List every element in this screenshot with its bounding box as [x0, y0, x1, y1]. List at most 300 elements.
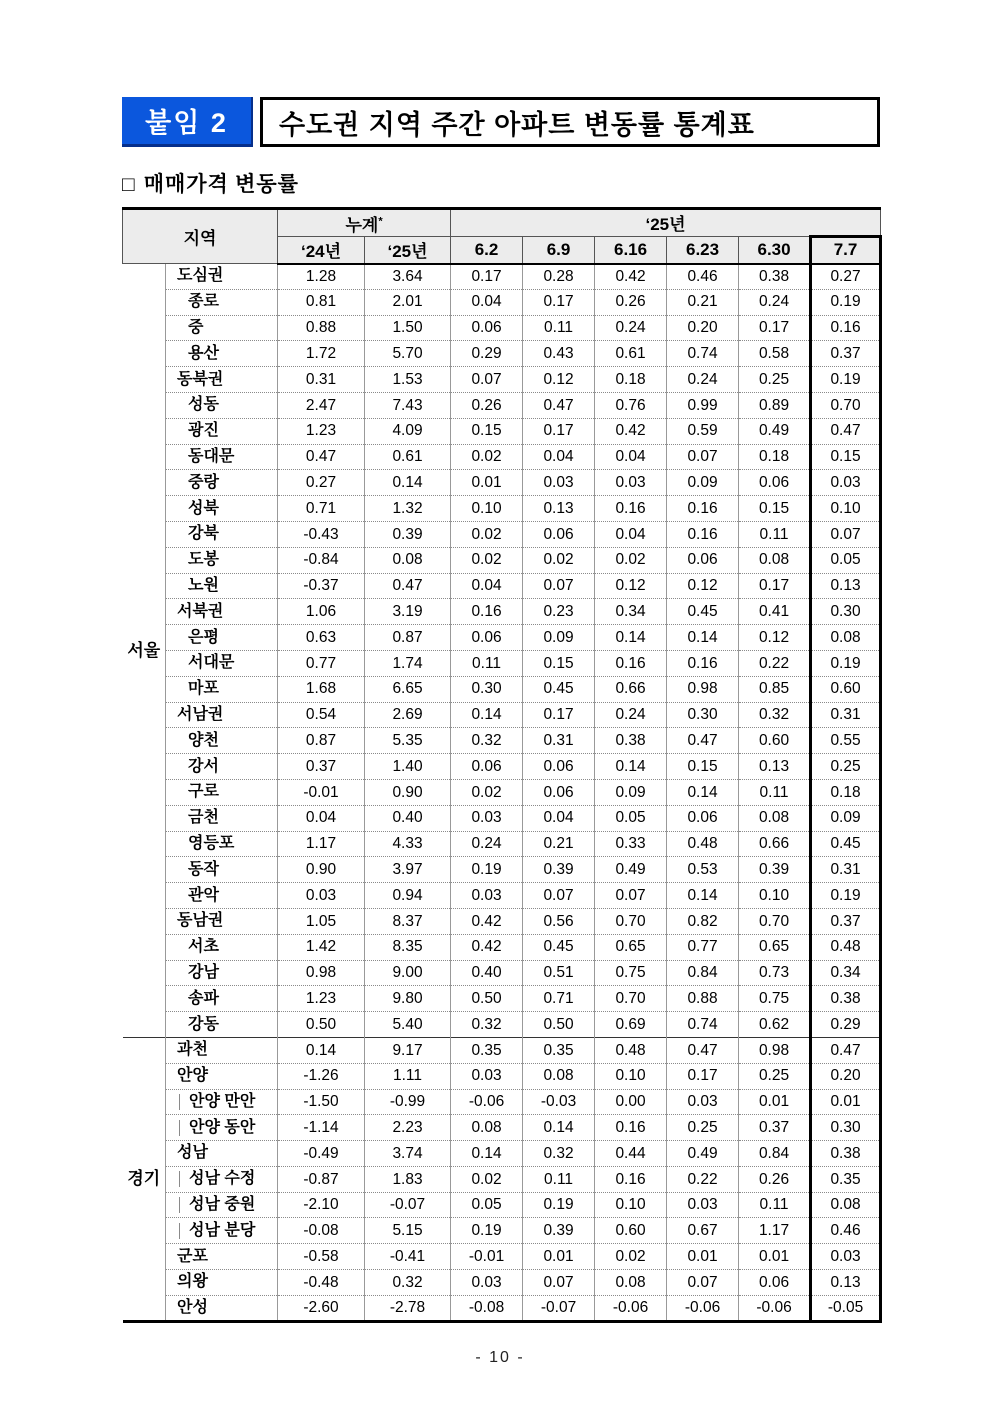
value-cell: 1.40: [365, 754, 451, 780]
value-cell: 0.20: [667, 315, 739, 341]
region-cell: 성남 분당: [166, 1218, 278, 1244]
value-cell: 0.42: [451, 934, 523, 960]
value-cell: 0.26: [595, 289, 667, 315]
region-cell: 동북권: [166, 367, 278, 393]
value-cell: 0.39: [739, 857, 811, 883]
value-cell: 0.25: [739, 367, 811, 393]
value-cell: 0.11: [523, 1166, 595, 1192]
value-cell: 0.56: [523, 908, 595, 934]
value-cell: 0.19: [523, 1192, 595, 1218]
value-cell: 0.30: [451, 676, 523, 702]
col-header-week-6-9: 6.9: [523, 237, 595, 264]
value-cell: 0.17: [523, 702, 595, 728]
value-cell: 0.84: [739, 1141, 811, 1167]
table-row: [123, 1012, 881, 1038]
value-cell: 0.01: [811, 1089, 881, 1115]
value-cell: 6.65: [365, 676, 451, 702]
value-cell: 0.16: [667, 521, 739, 547]
cumulative-footnote-mark: *: [378, 214, 383, 227]
value-cell: 0.01: [739, 1244, 811, 1270]
region-cell: 중랑: [166, 470, 278, 496]
value-cell: -0.49: [278, 1141, 365, 1167]
table-row: [123, 418, 881, 444]
region-cell: 강동: [166, 1012, 278, 1038]
value-cell: 0.31: [811, 857, 881, 883]
value-cell: 0.03: [523, 470, 595, 496]
value-cell: 0.11: [739, 779, 811, 805]
value-cell: 0.13: [523, 496, 595, 522]
region-cell: 서북권: [166, 599, 278, 625]
value-cell: 0.66: [739, 831, 811, 857]
col-header-region: [123, 209, 278, 264]
region-cell: 노원: [166, 573, 278, 599]
value-cell: 0.85: [739, 676, 811, 702]
value-cell: 0.45: [523, 934, 595, 960]
table-body: [123, 264, 881, 1322]
value-cell: 0.27: [811, 264, 881, 290]
region-cell: 성남 중원: [166, 1192, 278, 1218]
value-cell: 0.65: [595, 934, 667, 960]
table-row: [123, 470, 881, 496]
attachment-badge-label: 붙임 2: [145, 108, 228, 138]
value-cell: 0.19: [811, 367, 881, 393]
region-cell: 과천: [166, 1037, 278, 1063]
col-header-cumulative-label: 누계: [345, 215, 379, 235]
value-cell: 0.06: [523, 521, 595, 547]
value-cell: 9.17: [365, 1037, 451, 1063]
value-cell: 0.09: [811, 805, 881, 831]
value-cell: 0.32: [523, 1141, 595, 1167]
table-row: [123, 599, 881, 625]
value-cell: 0.01: [523, 1244, 595, 1270]
value-cell: 0.34: [595, 599, 667, 625]
value-cell: 0.40: [451, 960, 523, 986]
value-cell: 0.77: [667, 934, 739, 960]
value-cell: 0.09: [523, 625, 595, 651]
col-header-cum-2024: ‘24년: [278, 237, 365, 264]
value-cell: 0.26: [739, 1166, 811, 1192]
value-cell: -1.26: [278, 1063, 365, 1089]
value-cell: -0.99: [365, 1089, 451, 1115]
value-cell: 8.37: [365, 908, 451, 934]
value-cell: 1.11: [365, 1063, 451, 1089]
value-cell: 0.17: [739, 315, 811, 341]
value-cell: 0.63: [278, 625, 365, 651]
value-cell: 0.04: [278, 805, 365, 831]
table-row: [123, 444, 881, 470]
col-header-year-2025: [451, 209, 881, 237]
value-cell: 0.74: [667, 341, 739, 367]
value-cell: 0.70: [595, 986, 667, 1012]
value-cell: -2.10: [278, 1192, 365, 1218]
value-cell: 0.02: [523, 547, 595, 573]
value-cell: 0.44: [595, 1141, 667, 1167]
value-cell: 5.35: [365, 728, 451, 754]
value-cell: 0.08: [365, 547, 451, 573]
page-number: - 10 -: [475, 1349, 525, 1366]
table-row: [123, 573, 881, 599]
value-cell: -0.06: [595, 1295, 667, 1321]
value-cell: 1.50: [365, 315, 451, 341]
table-row: [123, 1295, 881, 1321]
value-cell: 0.32: [451, 1012, 523, 1038]
value-cell: 7.43: [365, 392, 451, 418]
region-cell: 은평: [166, 625, 278, 651]
value-cell: 0.11: [523, 315, 595, 341]
value-cell: -1.14: [278, 1115, 365, 1141]
value-cell: 0.31: [278, 367, 365, 393]
value-cell: 0.18: [811, 779, 881, 805]
value-cell: 0.17: [523, 418, 595, 444]
value-cell: 0.24: [595, 315, 667, 341]
value-cell: 0.55: [811, 728, 881, 754]
value-cell: 0.04: [451, 573, 523, 599]
value-cell: 0.08: [595, 1270, 667, 1296]
col-header-year-2025-label: ‘25년: [645, 215, 686, 234]
region-cell: 구로: [166, 779, 278, 805]
region-cell: 도봉: [166, 547, 278, 573]
value-cell: 0.06: [667, 805, 739, 831]
table-row: [123, 341, 881, 367]
value-cell: 0.48: [811, 934, 881, 960]
value-cell: 0.21: [667, 289, 739, 315]
value-cell: 0.98: [739, 1037, 811, 1063]
value-cell: -0.06: [667, 1295, 739, 1321]
table-row: [123, 986, 881, 1012]
col-header-region-label: 지역: [183, 229, 217, 248]
value-cell: 0.37: [811, 341, 881, 367]
table-row: [123, 1270, 881, 1296]
value-cell: 0.15: [739, 496, 811, 522]
region-cell: 성북: [166, 496, 278, 522]
value-cell: 0.16: [667, 650, 739, 676]
value-cell: 0.14: [667, 779, 739, 805]
square-bullet-icon: □: [122, 172, 136, 196]
value-cell: 0.25: [811, 754, 881, 780]
table-row: [123, 547, 881, 573]
value-cell: 0.48: [595, 1037, 667, 1063]
value-cell: 9.80: [365, 986, 451, 1012]
value-cell: 0.30: [811, 599, 881, 625]
value-cell: 0.25: [739, 1063, 811, 1089]
value-cell: 0.24: [667, 367, 739, 393]
value-cell: 3.74: [365, 1141, 451, 1167]
table-row: [123, 392, 881, 418]
value-cell: -0.01: [278, 779, 365, 805]
value-cell: 0.17: [523, 289, 595, 315]
attachment-badge: [122, 97, 253, 147]
value-cell: 0.58: [739, 341, 811, 367]
value-cell: 0.07: [523, 573, 595, 599]
region-cell: 강남: [166, 960, 278, 986]
value-cell: 0.35: [523, 1037, 595, 1063]
value-cell: 0.14: [278, 1037, 365, 1063]
value-cell: 0.12: [667, 573, 739, 599]
value-cell: -0.48: [278, 1270, 365, 1296]
value-cell: 0.69: [595, 1012, 667, 1038]
value-cell: -0.43: [278, 521, 365, 547]
value-cell: 0.29: [811, 1012, 881, 1038]
value-cell: 0.99: [667, 392, 739, 418]
region-cell: 안양 만안: [166, 1089, 278, 1115]
value-cell: 0.15: [811, 444, 881, 470]
value-cell: 0.16: [595, 1166, 667, 1192]
value-cell: 5.15: [365, 1218, 451, 1244]
value-cell: 0.49: [595, 857, 667, 883]
value-cell: 1.53: [365, 367, 451, 393]
table-row: [123, 934, 881, 960]
page-content: [122, 97, 880, 1323]
value-cell: 0.77: [278, 650, 365, 676]
value-cell: -0.01: [451, 1244, 523, 1270]
value-cell: 0.98: [667, 676, 739, 702]
value-cell: 0.25: [667, 1115, 739, 1141]
value-cell: -0.07: [523, 1295, 595, 1321]
value-cell: -0.03: [523, 1089, 595, 1115]
value-cell: 0.65: [739, 934, 811, 960]
value-cell: 2.23: [365, 1115, 451, 1141]
value-cell: 5.70: [365, 341, 451, 367]
value-cell: 0.60: [595, 1218, 667, 1244]
value-cell: 0.19: [811, 650, 881, 676]
value-cell: 0.10: [739, 883, 811, 909]
value-cell: 3.19: [365, 599, 451, 625]
value-cell: 0.08: [451, 1115, 523, 1141]
table-row: [123, 1192, 881, 1218]
value-cell: 0.47: [523, 392, 595, 418]
value-cell: 0.70: [595, 908, 667, 934]
value-cell: 0.28: [523, 264, 595, 290]
value-cell: 0.98: [278, 960, 365, 986]
table-row: [123, 857, 881, 883]
value-cell: 0.14: [595, 625, 667, 651]
value-cell: 0.19: [811, 883, 881, 909]
value-cell: -0.87: [278, 1166, 365, 1192]
col-header-cum-2025: ‘25년: [365, 237, 451, 264]
value-cell: 0.03: [667, 1089, 739, 1115]
value-cell: 0.42: [595, 418, 667, 444]
value-cell: 0.87: [365, 625, 451, 651]
value-cell: 0.29: [451, 341, 523, 367]
value-cell: 0.12: [739, 625, 811, 651]
value-cell: 0.00: [595, 1089, 667, 1115]
value-cell: 0.15: [451, 418, 523, 444]
value-cell: 1.74: [365, 650, 451, 676]
value-cell: 0.14: [595, 754, 667, 780]
value-cell: 0.47: [811, 418, 881, 444]
value-cell: 0.17: [739, 573, 811, 599]
region-cell: 안양: [166, 1063, 278, 1089]
value-cell: 2.01: [365, 289, 451, 315]
value-cell: 0.50: [451, 986, 523, 1012]
value-cell: 0.12: [523, 367, 595, 393]
value-cell: 0.03: [811, 470, 881, 496]
value-cell: 0.04: [523, 805, 595, 831]
value-cell: 1.83: [365, 1166, 451, 1192]
value-cell: 0.94: [365, 883, 451, 909]
table-row: [123, 496, 881, 522]
group-label-cell: 경기: [123, 1037, 166, 1321]
value-cell: -0.05: [811, 1295, 881, 1321]
value-cell: 0.24: [739, 289, 811, 315]
value-cell: 0.53: [667, 857, 739, 883]
value-cell: 1.23: [278, 986, 365, 1012]
value-cell: 0.06: [451, 754, 523, 780]
value-cell: 0.07: [667, 444, 739, 470]
region-cell: 강북: [166, 521, 278, 547]
value-cell: 0.13: [739, 754, 811, 780]
value-cell: 0.37: [278, 754, 365, 780]
value-cell: 4.09: [365, 418, 451, 444]
value-cell: 0.08: [739, 805, 811, 831]
value-cell: 0.03: [667, 1192, 739, 1218]
value-cell: 0.37: [739, 1115, 811, 1141]
region-cell: 군포: [166, 1244, 278, 1270]
title-box: [260, 97, 880, 147]
value-cell: 2.69: [365, 702, 451, 728]
col-header-cumulative: [278, 209, 451, 237]
value-cell: 0.32: [739, 702, 811, 728]
value-cell: 0.34: [811, 960, 881, 986]
value-cell: 0.10: [451, 496, 523, 522]
region-cell: 동남권: [166, 908, 278, 934]
value-cell: 1.06: [278, 599, 365, 625]
value-cell: -0.58: [278, 1244, 365, 1270]
value-cell: 0.76: [595, 392, 667, 418]
region-cell: 동대문: [166, 444, 278, 470]
table-row: [123, 908, 881, 934]
value-cell: 0.16: [667, 496, 739, 522]
value-cell: 0.22: [667, 1166, 739, 1192]
value-cell: 0.82: [667, 908, 739, 934]
value-cell: 0.30: [811, 1115, 881, 1141]
region-cell: 광진: [166, 418, 278, 444]
value-cell: 0.01: [739, 1089, 811, 1115]
value-cell: 0.03: [451, 805, 523, 831]
value-cell: 0.90: [365, 779, 451, 805]
value-cell: -2.78: [365, 1295, 451, 1321]
value-cell: 3.97: [365, 857, 451, 883]
value-cell: 0.90: [278, 857, 365, 883]
value-cell: 0.32: [451, 728, 523, 754]
value-cell: 3.64: [365, 264, 451, 290]
col-header-week-6-30: 6.30: [739, 237, 811, 264]
value-cell: 0.06: [667, 547, 739, 573]
value-cell: 0.16: [595, 496, 667, 522]
value-cell: 0.02: [451, 547, 523, 573]
value-cell: 0.19: [451, 1218, 523, 1244]
region-cell: 서남권: [166, 702, 278, 728]
value-cell: -0.06: [451, 1089, 523, 1115]
value-cell: 0.17: [667, 1063, 739, 1089]
value-cell: -0.41: [365, 1244, 451, 1270]
table-row: [123, 289, 881, 315]
value-cell: -0.84: [278, 547, 365, 573]
value-cell: 0.46: [667, 264, 739, 290]
value-cell: 0.27: [278, 470, 365, 496]
value-cell: 0.16: [811, 315, 881, 341]
value-cell: 0.49: [739, 418, 811, 444]
table-row: [123, 1037, 881, 1063]
value-cell: 0.66: [595, 676, 667, 702]
value-cell: 0.87: [278, 728, 365, 754]
table-row: [123, 779, 881, 805]
value-cell: 0.70: [811, 392, 881, 418]
value-cell: 0.08: [811, 1192, 881, 1218]
value-cell: 0.02: [451, 444, 523, 470]
value-cell: 0.06: [739, 1270, 811, 1296]
region-cell: 서초: [166, 934, 278, 960]
region-cell: 안양 동안: [166, 1115, 278, 1141]
value-cell: 1.28: [278, 264, 365, 290]
value-cell: 0.11: [739, 1192, 811, 1218]
value-cell: 0.06: [451, 625, 523, 651]
value-cell: 0.11: [451, 650, 523, 676]
value-cell: 0.21: [523, 831, 595, 857]
value-cell: 0.47: [667, 728, 739, 754]
table-header: [123, 209, 881, 264]
table-row: [123, 625, 881, 651]
value-cell: 0.26: [451, 392, 523, 418]
value-cell: 0.47: [811, 1037, 881, 1063]
region-cell: 관악: [166, 883, 278, 909]
value-cell: 0.02: [595, 1244, 667, 1270]
table-row: [123, 702, 881, 728]
table-row: [123, 1141, 881, 1167]
value-cell: 1.17: [739, 1218, 811, 1244]
region-cell: 성동: [166, 392, 278, 418]
value-cell: 2.47: [278, 392, 365, 418]
value-cell: 0.31: [523, 728, 595, 754]
region-cell: 용산: [166, 341, 278, 367]
value-cell: 0.47: [365, 573, 451, 599]
region-cell: 마포: [166, 676, 278, 702]
table-row: [123, 1089, 881, 1115]
value-cell: 0.75: [739, 986, 811, 1012]
value-cell: 0.49: [667, 1141, 739, 1167]
table-row: [123, 1244, 881, 1270]
table-row: [123, 676, 881, 702]
value-cell: -0.08: [278, 1218, 365, 1244]
value-cell: 1.32: [365, 496, 451, 522]
value-cell: 0.23: [523, 599, 595, 625]
value-cell: 0.06: [451, 315, 523, 341]
region-cell: 성남: [166, 1141, 278, 1167]
value-cell: 0.05: [811, 547, 881, 573]
value-cell: 0.03: [811, 1244, 881, 1270]
value-cell: 0.07: [451, 367, 523, 393]
value-cell: 0.33: [595, 831, 667, 857]
value-cell: 0.07: [523, 883, 595, 909]
value-cell: 1.68: [278, 676, 365, 702]
value-cell: 1.23: [278, 418, 365, 444]
value-cell: 0.15: [523, 650, 595, 676]
value-cell: 0.81: [278, 289, 365, 315]
table-row: [123, 960, 881, 986]
col-header-week-6-16: 6.16: [595, 237, 667, 264]
value-cell: 0.14: [667, 625, 739, 651]
value-cell: 0.14: [667, 883, 739, 909]
value-cell: 0.05: [595, 805, 667, 831]
value-cell: 0.07: [667, 1270, 739, 1296]
value-cell: 0.09: [667, 470, 739, 496]
table-row: [123, 1218, 881, 1244]
region-cell: 의왕: [166, 1270, 278, 1296]
document-header: [122, 97, 880, 147]
table-row: [123, 1115, 881, 1141]
value-cell: -0.07: [365, 1192, 451, 1218]
value-cell: -1.50: [278, 1089, 365, 1115]
